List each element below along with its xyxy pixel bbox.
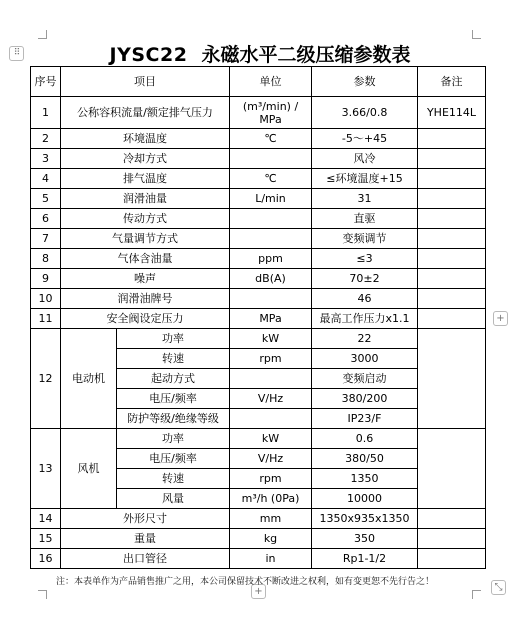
title-name: 永磁水平二级压缩参数表 [201, 44, 411, 66]
header-remark: 备注 [418, 67, 486, 97]
row-remark[interactable] [418, 269, 486, 289]
table-row [31, 289, 486, 309]
row-param[interactable]: 最高工作压力x1.1 [312, 309, 418, 329]
table-row [31, 549, 486, 569]
table-header-row [31, 67, 486, 97]
parameter-table [30, 66, 486, 569]
sub-param[interactable]: 380/50 [312, 449, 418, 469]
sub-unit[interactable]: kW [230, 429, 312, 449]
table-row [31, 269, 486, 289]
sub-param[interactable]: 变频启动 [312, 369, 418, 389]
table-row [31, 429, 486, 449]
row-remark[interactable] [418, 289, 486, 309]
add-row-icon[interactable]: + [251, 584, 266, 599]
sub-param[interactable]: 380/200 [312, 389, 418, 409]
group-label-fan[interactable]: 风机 [61, 429, 117, 509]
row-param[interactable]: -5～+45 [312, 129, 418, 149]
row-param[interactable]: 70±2 [312, 269, 418, 289]
row-no[interactable]: 16 [31, 549, 61, 569]
sub-param[interactable]: 1350 [312, 469, 418, 489]
table-row [31, 149, 486, 169]
table-row [31, 189, 486, 209]
table-row [31, 329, 486, 349]
sub-unit[interactable]: kW [230, 329, 312, 349]
add-column-icon[interactable]: + [493, 311, 508, 326]
row-remark[interactable] [418, 169, 486, 189]
table-row [31, 169, 486, 189]
row-item[interactable]: 气体含油量 [61, 249, 230, 269]
row-unit[interactable] [230, 209, 312, 229]
sub-item[interactable]: 电压/频率 [117, 389, 230, 409]
row-param[interactable]: 31 [312, 189, 418, 209]
row-item[interactable]: 排气温度 [61, 169, 230, 189]
row-item[interactable]: 润滑油牌号 [61, 289, 230, 309]
sub-unit[interactable]: V/Hz [230, 389, 312, 409]
row-item[interactable]: 出口管径 [61, 549, 230, 569]
sub-item[interactable]: 转速 [117, 349, 230, 369]
row-param[interactable]: 变频调节 [312, 229, 418, 249]
header-item: 项目 [61, 67, 230, 97]
row-unit[interactable]: ppm [230, 249, 312, 269]
sub-param[interactable]: 10000 [312, 489, 418, 509]
table-row [31, 529, 486, 549]
row-remark[interactable] [418, 209, 486, 229]
table-row [31, 509, 486, 529]
sub-item[interactable]: 电压/频率 [117, 449, 230, 469]
sub-param[interactable]: IP23/F [312, 409, 418, 429]
sub-item[interactable]: 功率 [117, 429, 230, 449]
row-no[interactable]: 7 [31, 229, 61, 249]
sub-item[interactable]: 转速 [117, 469, 230, 489]
row-unit[interactable] [230, 229, 312, 249]
page-margin-mark-bottom-left [38, 590, 47, 599]
sub-unit[interactable]: rpm [230, 349, 312, 369]
group-remark[interactable] [418, 429, 486, 509]
title-model-code: JYSC22 [109, 44, 188, 66]
document-title [37, 40, 483, 67]
sub-param[interactable]: 3000 [312, 349, 418, 369]
sub-param[interactable]: 22 [312, 329, 418, 349]
row-item[interactable]: 环境温度 [61, 129, 230, 149]
row-item[interactable]: 气量调节方式 [61, 229, 230, 249]
sub-unit[interactable]: V/Hz [230, 449, 312, 469]
row-unit[interactable]: kg [230, 529, 312, 549]
page-margin-mark-bottom-right [472, 590, 481, 599]
row-param[interactable]: 46 [312, 289, 418, 309]
header-no: 序号 [31, 67, 61, 97]
table-resize-icon[interactable]: ⤡ [491, 580, 506, 595]
row-unit[interactable] [230, 289, 312, 309]
row-item[interactable]: 冷却方式 [61, 149, 230, 169]
row-param[interactable]: 直驱 [312, 209, 418, 229]
group-remark[interactable] [418, 329, 486, 429]
row-unit[interactable]: in [230, 549, 312, 569]
row-remark[interactable] [418, 249, 486, 269]
row-param[interactable]: ≤3 [312, 249, 418, 269]
row-remark[interactable] [418, 529, 486, 549]
row-no[interactable]: 12 [31, 329, 61, 429]
header-param: 参数 [312, 67, 418, 97]
row-unit[interactable] [230, 149, 312, 169]
row-no[interactable]: 1 [31, 97, 61, 129]
row-no[interactable]: 11 [31, 309, 61, 329]
sub-param[interactable]: 0.6 [312, 429, 418, 449]
row-unit[interactable]: ℃ [230, 129, 312, 149]
row-remark[interactable] [418, 549, 486, 569]
row-item[interactable]: 润滑油量 [61, 189, 230, 209]
row-no[interactable]: 15 [31, 529, 61, 549]
table-row [31, 249, 486, 269]
table-row [31, 97, 486, 129]
row-param[interactable]: 风冷 [312, 149, 418, 169]
row-no[interactable]: 13 [31, 429, 61, 509]
group-label-motor[interactable]: 电动机 [61, 329, 117, 429]
row-item[interactable]: 传动方式 [61, 209, 230, 229]
row-unit[interactable]: ℃ [230, 169, 312, 189]
page-margin-mark-top-right [472, 30, 481, 39]
row-item[interactable]: 噪声 [61, 269, 230, 289]
row-unit[interactable]: (m³/min) / MPa [230, 97, 312, 129]
table-row [31, 309, 486, 329]
row-no[interactable]: 2 [31, 129, 61, 149]
row-param[interactable]: 350 [312, 529, 418, 549]
row-param[interactable]: 1350x935x1350 [312, 509, 418, 529]
row-remark[interactable] [418, 189, 486, 209]
row-no[interactable]: 3 [31, 149, 61, 169]
footnote: 注：本表单作为产品销售推广之用，本公司保留技术不断改进之权利，如有变更恕不先行告之！ [56, 577, 435, 587]
table-row [31, 129, 486, 149]
table-row [31, 209, 486, 229]
sub-item[interactable]: 风量 [117, 489, 230, 509]
row-no[interactable]: 6 [31, 209, 61, 229]
sub-unit[interactable]: rpm [230, 469, 312, 489]
row-param[interactable]: Rp1-1/2 [312, 549, 418, 569]
row-param[interactable]: 3.66/0.8 [312, 97, 418, 129]
row-remark[interactable] [418, 309, 486, 329]
sub-unit[interactable]: m³/h (0Pa) [230, 489, 312, 509]
page-margin-mark-top-left [38, 30, 47, 39]
sub-unit[interactable] [230, 369, 312, 389]
row-remark[interactable] [418, 509, 486, 529]
row-item[interactable]: 重量 [61, 529, 230, 549]
row-no[interactable]: 14 [31, 509, 61, 529]
sub-unit[interactable] [230, 409, 312, 429]
table-move-handle-icon[interactable]: ⠿ [9, 46, 24, 61]
sub-item[interactable]: 起动方式 [117, 369, 230, 389]
row-param[interactable]: ≤环境温度+15 [312, 169, 418, 189]
row-remark[interactable] [418, 229, 486, 249]
row-no[interactable]: 5 [31, 189, 61, 209]
row-unit[interactable]: mm [230, 509, 312, 529]
row-no[interactable]: 9 [31, 269, 61, 289]
table-row [31, 229, 486, 249]
row-no[interactable]: 8 [31, 249, 61, 269]
row-remark[interactable]: YHE114L [418, 97, 486, 129]
row-unit[interactable]: dB(A) [230, 269, 312, 289]
sub-item[interactable]: 功率 [117, 329, 230, 349]
row-remark[interactable] [418, 129, 486, 149]
row-no[interactable]: 10 [31, 289, 61, 309]
row-remark[interactable] [418, 149, 486, 169]
row-unit[interactable]: L/min [230, 189, 312, 209]
header-unit: 单位 [230, 67, 312, 97]
row-item[interactable]: 外形尺寸 [61, 509, 230, 529]
row-item[interactable]: 公称容积流量/额定排气压力 [61, 97, 230, 129]
row-no[interactable]: 4 [31, 169, 61, 189]
row-unit[interactable]: MPa [230, 309, 312, 329]
row-item[interactable]: 安全阀设定压力 [61, 309, 230, 329]
sub-item[interactable]: 防护等级/绝缘等级 [117, 409, 230, 429]
